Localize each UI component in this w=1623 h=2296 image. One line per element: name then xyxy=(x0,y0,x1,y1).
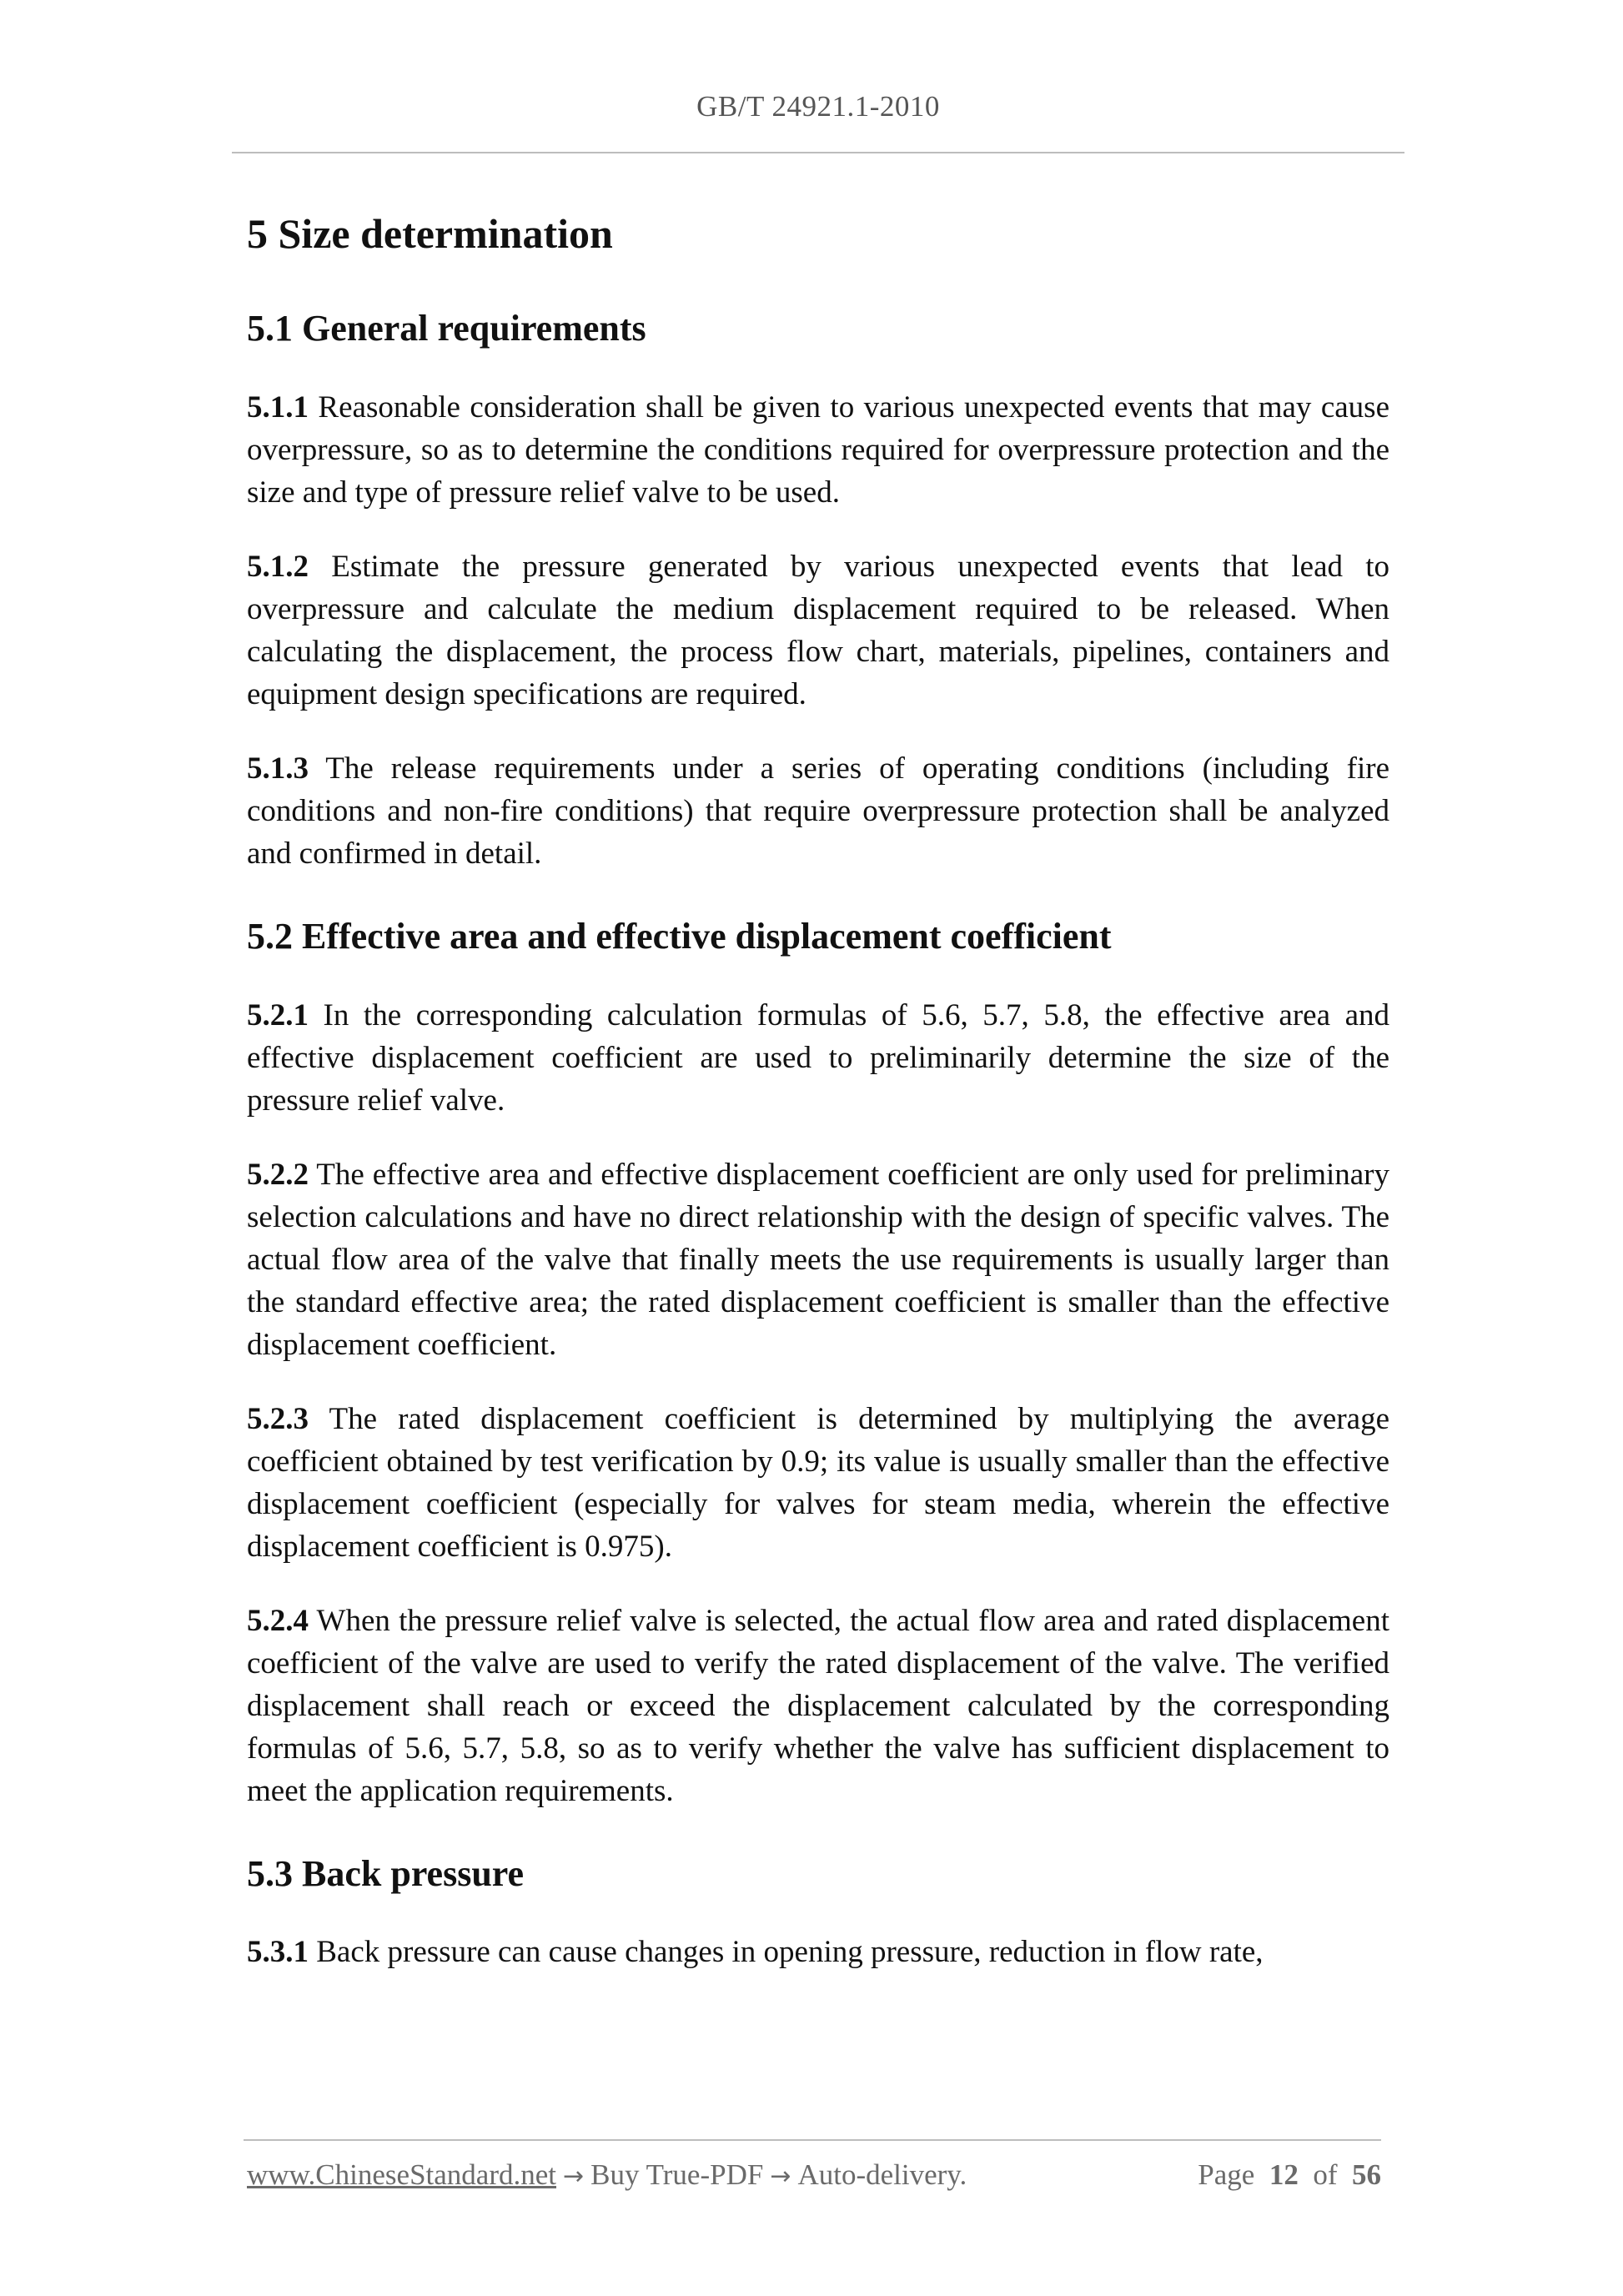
subsection-title-5-2: 5.2 Effective area and effective displacement coefficient xyxy=(247,915,1112,957)
page-content xyxy=(247,190,1389,1973)
page-current: 12 xyxy=(1269,2158,1299,2191)
arrow-right-icon: → xyxy=(770,2162,791,2191)
paragraph-5-2-2 xyxy=(247,1153,1389,1366)
clause-text: When the pressure relief valve is selected, the actual flow area and rated displacement coefficient of the valve are used to verify the rated displacement of the valve. The verified displacement shall reach or exceed the displacement calculated by the corresponding formulas of 5.6, 5.7, 5.8, so as to verify whether the valve has sufficient displacement to meet the application requirements. xyxy=(247,1603,1389,1808)
of-label: of xyxy=(1313,2158,1338,2191)
delivery-text: Auto-delivery. xyxy=(797,2158,967,2191)
clause-number: 5.2.1 xyxy=(247,997,309,1032)
clause-text: The effective area and effective displacement coefficient are only used for preliminary selection calculations and have no direct relationship with the design of specific valves. The actual flow area of the valve that finally meets the use requirements is usually larger than the standard effective area; the rated displacement coefficient is smaller than the effective displacement coefficient. xyxy=(247,1157,1389,1362)
buy-text: Buy True-PDF xyxy=(590,2158,764,2191)
paragraph-5-2-3 xyxy=(247,1398,1389,1568)
clause-text: Back pressure can cause changes in opening pressure, reduction in flow rate, xyxy=(309,1935,1264,1970)
page-footer xyxy=(247,2158,1381,2200)
clause-text: Estimate the pressure generated by various unexpected events that lead to overpressure and calculate the medium displacement required to be released. When calculating the displacement, the process flow chart, materials, pipelines, containers and equipment design specifications are required. xyxy=(247,549,1389,711)
subsection-title-5-1: 5.1 General requirements xyxy=(247,308,646,349)
section-title: 5 Size determination xyxy=(247,210,613,257)
paragraph-5-1-1 xyxy=(247,386,1389,514)
page-header: GB/T 24921.1-2010 xyxy=(696,90,940,123)
clause-number: 5.2.4 xyxy=(247,1603,309,1638)
arrow-right-icon: → xyxy=(563,2162,585,2191)
clause-number: 5.3.1 xyxy=(247,1935,309,1970)
clause-number: 5.2.3 xyxy=(247,1401,309,1436)
footer-divider xyxy=(244,2139,1381,2141)
subsection-title-5-3: 5.3 Back pressure xyxy=(247,1852,525,1894)
paragraph-5-1-3 xyxy=(247,747,1389,875)
paragraph-5-2-1 xyxy=(247,994,1389,1122)
paragraph-5-1-2 xyxy=(247,545,1389,716)
paragraph-5-3-1 xyxy=(247,1931,1389,1973)
clause-text: The release requirements under a series of operating conditions (including fire conditions and non-fire conditions) that require overpressure protection shall be analyzed and confirmed in detail. xyxy=(247,751,1389,871)
clause-number: 5.1.2 xyxy=(247,549,309,584)
clause-number: 5.2.2 xyxy=(247,1157,309,1192)
clause-number: 5.1.3 xyxy=(247,751,309,786)
clause-text: The rated displacement coefficient is determined by multiplying the average coefficient obtained by test verification by 0.9; its value is usually smaller than the effective displacement coefficient (especially for valves for steam media, wherein the effective displacement coefficient is 0.975). xyxy=(247,1401,1389,1564)
header-divider xyxy=(232,152,1404,153)
page-number xyxy=(1198,2158,1381,2192)
clause-text: Reasonable consideration shall be given to various unexpected events that may cause overpressure, so as to determine the conditions required for overpressure protection and the size and type of pressure relief valve to be used. xyxy=(247,389,1389,510)
website-link[interactable]: www.ChineseStandard.net xyxy=(247,2158,556,2191)
clause-text: In the corresponding calculation formulas of 5.6, 5.7, 5.8, the effective area and effective displacement coefficient are used to preliminarily determine the size of the pressure relief valve. xyxy=(247,997,1389,1118)
footer-promo xyxy=(247,2158,967,2192)
clause-number: 5.1.1 xyxy=(247,389,309,425)
page-total: 56 xyxy=(1352,2158,1381,2191)
paragraph-5-2-4 xyxy=(247,1600,1389,1812)
page-label: Page xyxy=(1198,2158,1255,2191)
